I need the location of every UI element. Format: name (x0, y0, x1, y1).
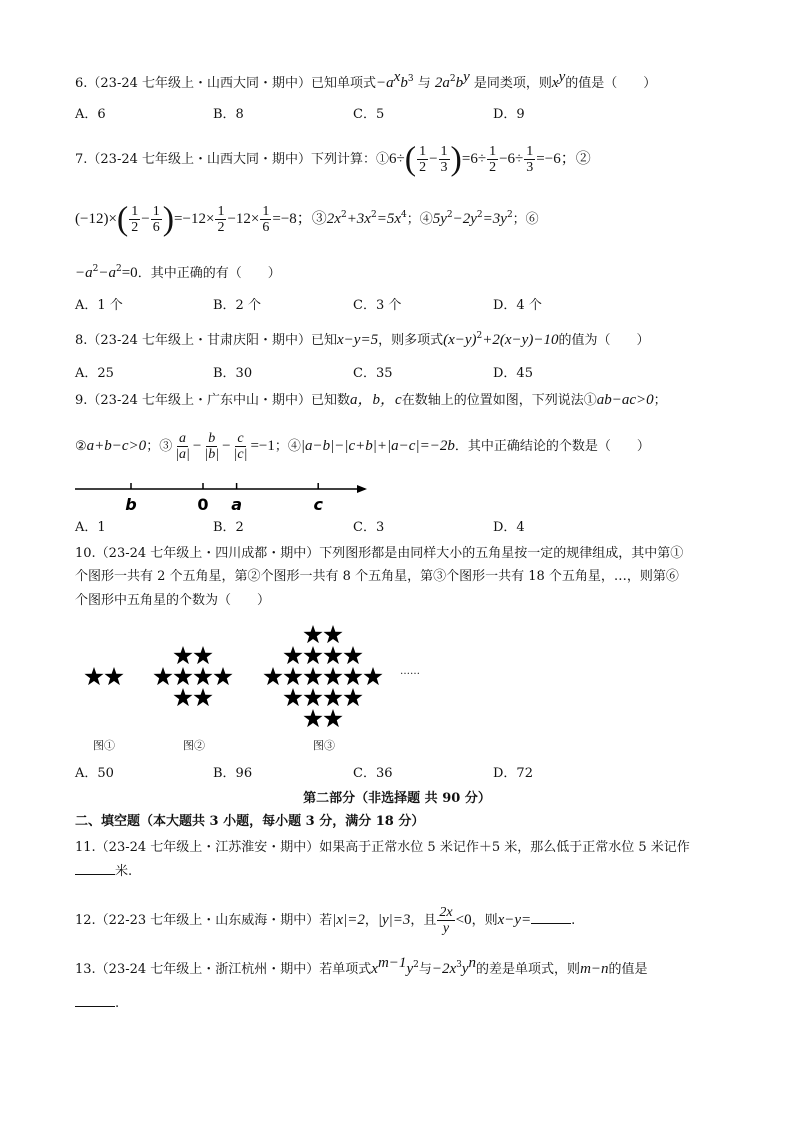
q12-text-b: ，且 (410, 913, 437, 928)
q8-expr2: +2(x−y)−10 (482, 332, 559, 348)
q7-l3-d: ．其中正确的有（ ） (137, 266, 281, 281)
q6-term2-exp: 2 (449, 74, 456, 84)
q6-text: 6.（23-24 七年级上・山西大同・期中）已知单项式 (75, 76, 377, 91)
frac-sixth (151, 204, 162, 235)
q9-option-c: C．3 (353, 520, 385, 535)
exp: 2 (476, 331, 483, 341)
q8-text: 8.（23-24 七年级上・甘肃庆阳・期中）已知 (75, 333, 338, 348)
q12-c1: |x|=2 (332, 912, 365, 928)
q9-option-d: D．4 (493, 520, 525, 535)
frac-third (524, 144, 535, 175)
q7-line1 (75, 140, 591, 178)
q6-xy-exp: y (558, 69, 566, 85)
q7-l2-h: ；④ (406, 212, 433, 227)
frac-2x-y (437, 905, 454, 936)
q7-l2-c: −12× (227, 211, 260, 227)
q13-text: 13.（23-24 七年级上・浙江杭州・期中）若单项式 (75, 962, 372, 977)
star-figure-3 (263, 625, 382, 727)
star-figure-2 (153, 646, 232, 706)
answer-blank[interactable] (75, 862, 115, 875)
q6-mid: 与 (417, 76, 431, 91)
number-line (75, 480, 375, 520)
q7-option-a: A．1 个 (75, 298, 123, 313)
q7-line2 (75, 200, 539, 238)
frac-c (232, 431, 250, 462)
frac-den: |c| (233, 447, 248, 462)
q13-t1-b: y (406, 961, 414, 977)
minus: − (192, 438, 202, 454)
exp: 2 (446, 210, 453, 220)
q9-s1-end: ； (653, 393, 667, 408)
q6-xy: x (551, 75, 559, 91)
q6-option-c: C．5 (353, 107, 385, 122)
exp: n (468, 955, 477, 971)
q8-text-c: 的值为（ ） (558, 333, 650, 348)
paren-close: ) (162, 200, 175, 238)
q7-line3 (75, 264, 281, 283)
q7-l2-j: −2y (452, 211, 477, 227)
q7-option-c: C．3 个 (353, 298, 402, 313)
q13-end: . (115, 996, 120, 1011)
exp: m−1 (377, 955, 407, 971)
q6-option-a: A．6 (75, 107, 106, 122)
frac-den: 2 (489, 160, 497, 175)
q7-expr-c: −6÷ (499, 151, 524, 167)
minus: − (141, 211, 150, 227)
q9-l2-a: ② (75, 439, 87, 454)
q13-t2: −2x (431, 961, 457, 977)
star-icon (343, 646, 362, 664)
q7-l2-d: =−8；③ (272, 211, 327, 227)
q13-line2 (75, 994, 119, 1013)
star-figure-1 (84, 667, 123, 685)
q8-stem (75, 331, 649, 350)
q7-option-d: D．4 个 (493, 298, 542, 313)
q6-option-b: B．8 (213, 107, 244, 122)
q11-line2 (75, 862, 132, 881)
frac-num: 1 (440, 144, 448, 159)
frac-half (417, 144, 428, 175)
frac-num: a (179, 431, 187, 446)
section-title: 第二部分（非选择题 共 90 分） (303, 791, 491, 806)
q7-expr-a: 6÷ (389, 151, 405, 167)
star-icon (104, 667, 123, 685)
frac-b (202, 431, 221, 462)
q9-s3-end: =−1 (250, 438, 275, 454)
q12-text-c: ，则 (471, 913, 498, 928)
exp: 2 (370, 210, 377, 220)
star-icon (173, 667, 192, 685)
q9-option-b: B．2 (213, 520, 244, 535)
q7-option-b: B．2 个 (213, 298, 261, 313)
axis-arrow (357, 485, 367, 493)
star-icon (303, 667, 322, 685)
frac-num: 1 (419, 144, 427, 159)
exp: 3 (456, 960, 462, 970)
frac-a (173, 431, 192, 462)
paren-open: ( (116, 200, 129, 238)
star-icon (193, 646, 212, 664)
exp: 4 (400, 210, 407, 220)
q9-s2: a+b−c>0 (86, 438, 147, 454)
q13-t2-b: y (461, 961, 469, 977)
q12-c3: <0 (455, 912, 472, 928)
star-icon (323, 667, 342, 685)
q7-l2-i: 5y (432, 211, 447, 227)
q10-option-b: B．96 (213, 766, 253, 781)
star-pattern-figures (0, 615, 794, 745)
q12-stem (75, 905, 575, 936)
frac-half (487, 144, 498, 175)
q13-mid: 与 (418, 962, 432, 977)
star-icon (303, 625, 322, 643)
frac-den: |b| (204, 447, 220, 462)
q9-text: 9.（23-24 七年级上・广东中山・期中）已知数 (75, 393, 351, 408)
q9-s1: ab−ac>0 (596, 392, 654, 408)
exp: 2 (92, 264, 99, 274)
frac-num: 1 (131, 204, 139, 219)
q10-option-c: C．36 (353, 766, 393, 781)
q6-term1-b-exp: 3 (407, 74, 414, 84)
exp: 2 (115, 264, 122, 274)
exp: 2 (476, 210, 483, 220)
q9-line1 (75, 391, 667, 410)
star-icon (193, 688, 212, 706)
q7-expr-b: =6÷ (461, 151, 487, 167)
frac-den: |a| (175, 447, 190, 462)
q6-text-b: 是同类项，则 (473, 76, 552, 91)
q6-term1: −a (376, 75, 394, 91)
star-icon (213, 667, 232, 685)
star-icon (153, 667, 172, 685)
star-icon (363, 667, 382, 685)
q8-option-c: C．35 (353, 366, 393, 381)
fill-heading: 二、填空题（本大题共 3 小题，每小题 3 分，满分 18 分） (75, 814, 425, 829)
answer-blank[interactable] (531, 911, 571, 924)
q7-l2-a: (−12)× (75, 211, 117, 227)
star-icon (173, 646, 192, 664)
q10-line1: 10.（23-24 七年级上・四川成都・期中）下列图形都是由同样大小的五角星按一定的规律组成，其中第① (75, 546, 684, 561)
minus: − (222, 438, 231, 454)
frac-sixth (260, 204, 271, 235)
caption-fig3: 图③ (313, 739, 335, 752)
star-icon (303, 646, 322, 664)
q11-line1: 11.（23-24 七年级上・江苏淮安・期中）如果高于正常水位 5 米记作＋5 米，那么低于正常水位 5 米记作 (75, 840, 690, 855)
q9-line2 (75, 431, 650, 462)
star-icon (283, 688, 302, 706)
q12-c2: |y|=3 (377, 912, 411, 928)
q6-text-c: 的值是（ ） (565, 76, 657, 91)
frac-den: 3 (440, 160, 448, 175)
q6-term2: 2a (434, 75, 450, 91)
q11-end: 米. (115, 864, 133, 879)
caption-fig2: 图② (183, 739, 205, 752)
q7-l2-e: 2x (326, 211, 341, 227)
star-icon (323, 646, 342, 664)
q13-mn: m−n (580, 961, 609, 977)
exp: 2 (340, 210, 347, 220)
frac-num: 2x (439, 905, 453, 920)
q7-text: 7.（23-24 七年级上・山西大同・期中）下列计算：① (75, 152, 390, 167)
frac-den: 2 (217, 220, 225, 235)
q13-stem (75, 955, 648, 979)
star-icon (263, 667, 282, 685)
q12-end: . (571, 913, 576, 928)
frac-half (215, 204, 226, 235)
q7-l2-k: =3y (482, 211, 507, 227)
q8-expr: (x−y) (443, 332, 477, 348)
q7-l3-a: −a (75, 265, 93, 281)
q8-option-d: D．45 (493, 366, 533, 381)
star-icon (84, 667, 103, 685)
paren-close: ) (450, 140, 462, 178)
q7-l2-l: ；⑥ (512, 212, 539, 227)
star-icon (343, 688, 362, 706)
q8-option-b: B．30 (213, 366, 253, 381)
frac-num: 1 (217, 204, 225, 219)
q12-sep: ， (364, 913, 378, 928)
star-icon (343, 667, 362, 685)
q10-line2: 个图形一共有 2 个五角星，第②个图形一共有 8 个五角星，第③个图形一共有 18 个五角星，…，则第⑥ (75, 569, 679, 584)
star-icon (323, 709, 342, 727)
q7-l2-b: =−12× (174, 211, 215, 227)
star-icon (283, 646, 302, 664)
frac-num: 1 (526, 144, 534, 159)
frac-third (439, 144, 450, 175)
axis-label-b: b (125, 495, 137, 514)
q7-l2-g: =5x (376, 211, 401, 227)
q13-t1: x (371, 961, 378, 977)
axis-label-a: a (231, 495, 242, 514)
axis-label-zero: 0 (197, 495, 209, 514)
q8-cond: x−y=5 (337, 332, 379, 348)
q9-option-a: A．1 (75, 520, 106, 535)
frac-num: c (237, 431, 244, 446)
answer-blank[interactable] (75, 994, 115, 1007)
q7-expr-d: =−6；② (536, 151, 591, 167)
q9-text-b: 在数轴上的位置如图，下列说法① (401, 393, 597, 408)
q9-s4: |a−b|−|c+b|+|a−c|=−2b (300, 438, 455, 454)
q6-stem (75, 69, 657, 93)
q8-option-a: A．25 (75, 366, 114, 381)
star-icon (173, 688, 192, 706)
q6-term2-b: b (455, 75, 464, 91)
q6-term2-b-exp: y (463, 69, 470, 85)
q6-option-d: D．9 (493, 107, 525, 122)
frac-den: 2 (419, 160, 427, 175)
frac-den: 6 (262, 220, 270, 235)
q7-l3-b: −a (98, 265, 116, 281)
frac-den: y (442, 921, 450, 936)
frac-num: 1 (262, 204, 270, 219)
frac-num: b (208, 431, 216, 446)
paren-open: ( (404, 140, 417, 178)
frac-half (129, 204, 140, 235)
star-icon (303, 709, 322, 727)
frac-num: 1 (152, 204, 160, 219)
q12-text: 12.（22-23 七年级上・山东威海・期中）若 (75, 913, 333, 928)
frac-den: 6 (152, 220, 160, 235)
q10-option-a: A．50 (75, 766, 114, 781)
q10-line3: 个图形中五角星的个数为（ ） (75, 593, 271, 608)
star-icon (283, 667, 302, 685)
star-icon (323, 625, 342, 643)
caption-fig1: 图① (93, 739, 115, 752)
q7-l2-f: +3x (346, 211, 371, 227)
q7-l3-c: =0 (121, 265, 138, 281)
minus: − (429, 151, 438, 167)
star-icon (303, 688, 322, 706)
q13-text-c: 的值是 (608, 962, 648, 977)
star-icon (323, 688, 342, 706)
frac-den: 2 (131, 220, 139, 235)
exp: 2 (413, 960, 419, 970)
ellipsis: …… (400, 666, 420, 677)
frac-num: 1 (489, 144, 497, 159)
q8-text-b: ，则多项式 (378, 333, 444, 348)
q9-l2-c: ；④ (274, 439, 301, 454)
q6-term1-b: b (400, 75, 408, 91)
q10-option-d: D．72 (493, 766, 533, 781)
exp: 2 (506, 210, 513, 220)
axis-label-c: c (313, 495, 323, 514)
q6-term1-exp: x (393, 69, 401, 85)
q13-text-b: 的差是单项式，则 (476, 962, 581, 977)
star-icon (193, 667, 212, 685)
q9-l2-d: ．其中正确结论的个数是（ ） (454, 439, 650, 454)
q12-c4: x−y= (497, 912, 532, 928)
q9-l2-b: ；③ (146, 439, 173, 454)
frac-den: 3 (526, 160, 534, 175)
q9-vars: a，b，c (350, 392, 402, 408)
